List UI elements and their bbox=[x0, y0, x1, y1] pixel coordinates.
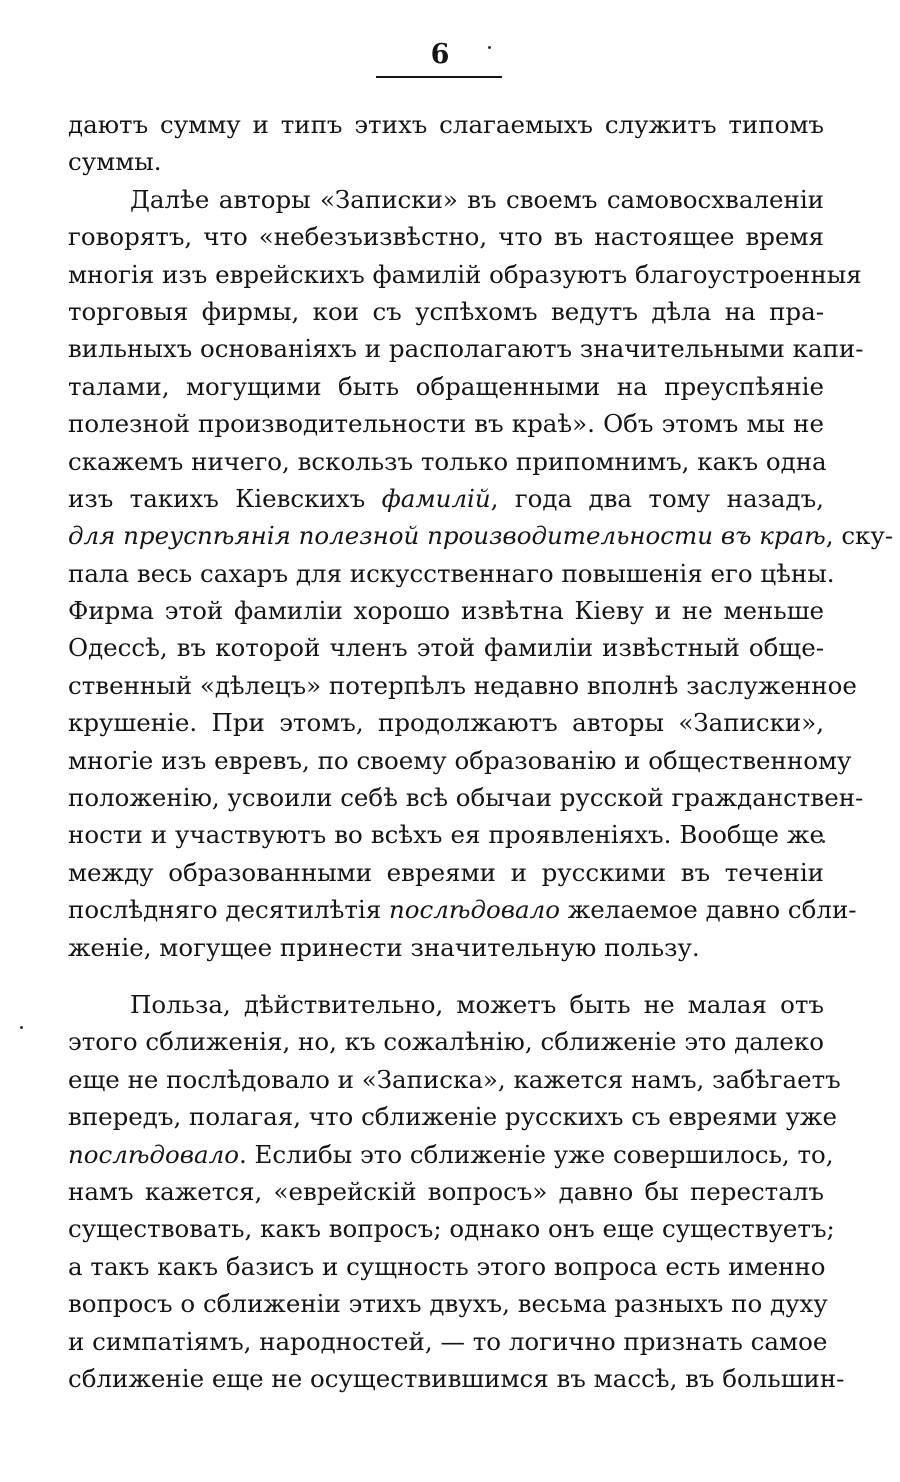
text-line bbox=[68, 181, 824, 218]
text-segment: ственный «дѣлецъ» потерпѣлъ недавно вполнѣ заслуженное bbox=[68, 670, 857, 700]
text-line bbox=[68, 1173, 824, 1210]
paragraph bbox=[68, 106, 824, 181]
text-line bbox=[68, 779, 864, 816]
text-segment: многіе изъ евревъ, по своему образованію и общественному bbox=[68, 745, 852, 775]
text-line bbox=[68, 106, 824, 143]
text-line bbox=[68, 986, 824, 1023]
text-segment: вильныхъ основаніяхъ и располагаютъ значительными капи- bbox=[68, 334, 864, 364]
text-segment: положенію, усвоили себѣ всѣ обычаи русской гражданствен- bbox=[68, 783, 864, 813]
text-line bbox=[68, 517, 894, 554]
italic-emphasis: послѣдовало bbox=[389, 895, 560, 925]
speck-mark bbox=[20, 1026, 23, 1029]
text-line bbox=[68, 555, 835, 592]
text-line bbox=[68, 592, 824, 629]
text-line bbox=[68, 368, 824, 405]
text-segment: между образованными евреями и русскими въ теченіи bbox=[68, 857, 824, 887]
text-line bbox=[68, 1360, 845, 1397]
text-line bbox=[68, 218, 824, 255]
text-segment: , года два тому назадъ, bbox=[490, 483, 824, 513]
text-segment: вопросъ о сближеніи этихъ двухъ, весьма разныхъ по духу bbox=[68, 1289, 828, 1319]
text-line bbox=[68, 854, 824, 891]
text-line bbox=[68, 1023, 824, 1060]
text-segment: талами, могущими быть обращенными на преуспѣяніе bbox=[68, 371, 824, 401]
text-line bbox=[68, 816, 824, 853]
text-line bbox=[68, 1061, 841, 1098]
text-line bbox=[68, 1136, 834, 1173]
italic-emphasis: послѣдовало bbox=[68, 1139, 239, 1169]
text-segment: . Еслибы это сближеніе уже совершилось, то, bbox=[238, 1139, 834, 1169]
text-segment: Далѣе авторы «Записки» въ своемъ самовосхваленіи bbox=[130, 184, 824, 214]
text-line bbox=[68, 330, 864, 367]
text-line bbox=[68, 443, 827, 480]
text-line bbox=[68, 891, 857, 928]
speck-mark bbox=[488, 46, 491, 49]
text-line bbox=[68, 629, 824, 666]
text-line bbox=[68, 143, 824, 180]
italic-emphasis: фамилій bbox=[381, 483, 491, 513]
text-line bbox=[68, 293, 824, 330]
text-segment: крушеніе. При этомъ, продолжаютъ авторы «Записки», bbox=[68, 708, 824, 738]
text-line bbox=[68, 1285, 828, 1322]
text-segment: еще не послѣдовало и «Записка», кажется намъ, забѣгаетъ bbox=[68, 1064, 841, 1094]
text-segment: и симпатіямъ, народностей, — то логично признать самое bbox=[68, 1326, 828, 1356]
text-segment: существовать, какъ вопросъ; однако онъ еще существуетъ; bbox=[68, 1214, 835, 1244]
text-line bbox=[68, 480, 824, 517]
text-segment: суммы. bbox=[68, 147, 162, 177]
text-segment: Фирма этой фамиліи хорошо извѣтна Кіеву и не меньше bbox=[68, 596, 824, 626]
text-segment: , ску- bbox=[825, 521, 894, 551]
text-segment: послѣдняго десятилѣтія bbox=[68, 895, 390, 925]
text-line bbox=[68, 405, 824, 442]
text-segment: пала весь сахаръ для искусственнаго повышенія его цѣны. bbox=[68, 558, 835, 588]
text-segment: даютъ сумму и типъ этихъ слагаемыхъ служитъ типомъ bbox=[68, 110, 824, 139]
text-line bbox=[68, 1098, 837, 1135]
paragraph bbox=[68, 986, 845, 1397]
text-line bbox=[68, 256, 862, 293]
text-segment: Польза, дѣйствительно, можетъ быть не малая отъ bbox=[130, 989, 824, 1019]
text-segment: говорятъ, что «небезъизвѣстно, что въ настоящее время bbox=[68, 222, 824, 252]
text-segment: намъ кажется, «еврейскій вопросъ» давно бы пересталъ bbox=[68, 1176, 824, 1206]
text-segment: торговыя фирмы, кои съ успѣхомъ ведутъ дѣла на пра- bbox=[68, 296, 824, 326]
text-line bbox=[68, 929, 824, 966]
italic-emphasis: для преуспѣянія полезной производительности въ краѣ bbox=[68, 521, 826, 551]
text-segment: впередъ, полагая, что сближеніе русскихъ съ евреями уже bbox=[68, 1102, 837, 1132]
header-rule bbox=[376, 76, 502, 78]
text-segment: женіе, могущее принести значительную пользу. bbox=[68, 932, 700, 962]
text-line bbox=[68, 1210, 835, 1247]
text-segment: а такъ какъ базисъ и сущность этого вопроса есть именно bbox=[68, 1251, 826, 1281]
text-line bbox=[68, 742, 852, 779]
text-line bbox=[68, 1248, 824, 1285]
page-number: 6 bbox=[430, 39, 450, 70]
text-line bbox=[68, 667, 857, 704]
text-segment: полезной производительности въ краѣ». Объ этомъ мы не bbox=[68, 409, 824, 439]
text-segment: ности и участвуютъ во всѣхъ ея проявленіяхъ. Вообще же bbox=[68, 820, 824, 850]
paragraph bbox=[68, 181, 894, 966]
text-line bbox=[68, 704, 824, 741]
text-segment: сближеніе еще не осуществившимся въ массѣ, въ большин- bbox=[68, 1363, 845, 1393]
text-segment: многія изъ еврейскихъ фамилій образуютъ благоустроенныя bbox=[68, 259, 862, 289]
text-segment: желаемое давно сбли- bbox=[559, 895, 857, 925]
body-text bbox=[68, 106, 894, 1397]
text-segment: изъ такихъ Кіевскихъ bbox=[68, 483, 382, 513]
text-line bbox=[68, 1323, 828, 1360]
text-segment: скажемъ ничего, вскользъ только припомнимъ, какъ одна bbox=[68, 446, 827, 476]
text-segment: этого сближенія, но, къ сожалѣнію, сближеніе это далеко bbox=[68, 1027, 824, 1057]
text-segment: Одессѣ, въ которой членъ этой фамиліи извѣстный обще- bbox=[68, 633, 824, 663]
